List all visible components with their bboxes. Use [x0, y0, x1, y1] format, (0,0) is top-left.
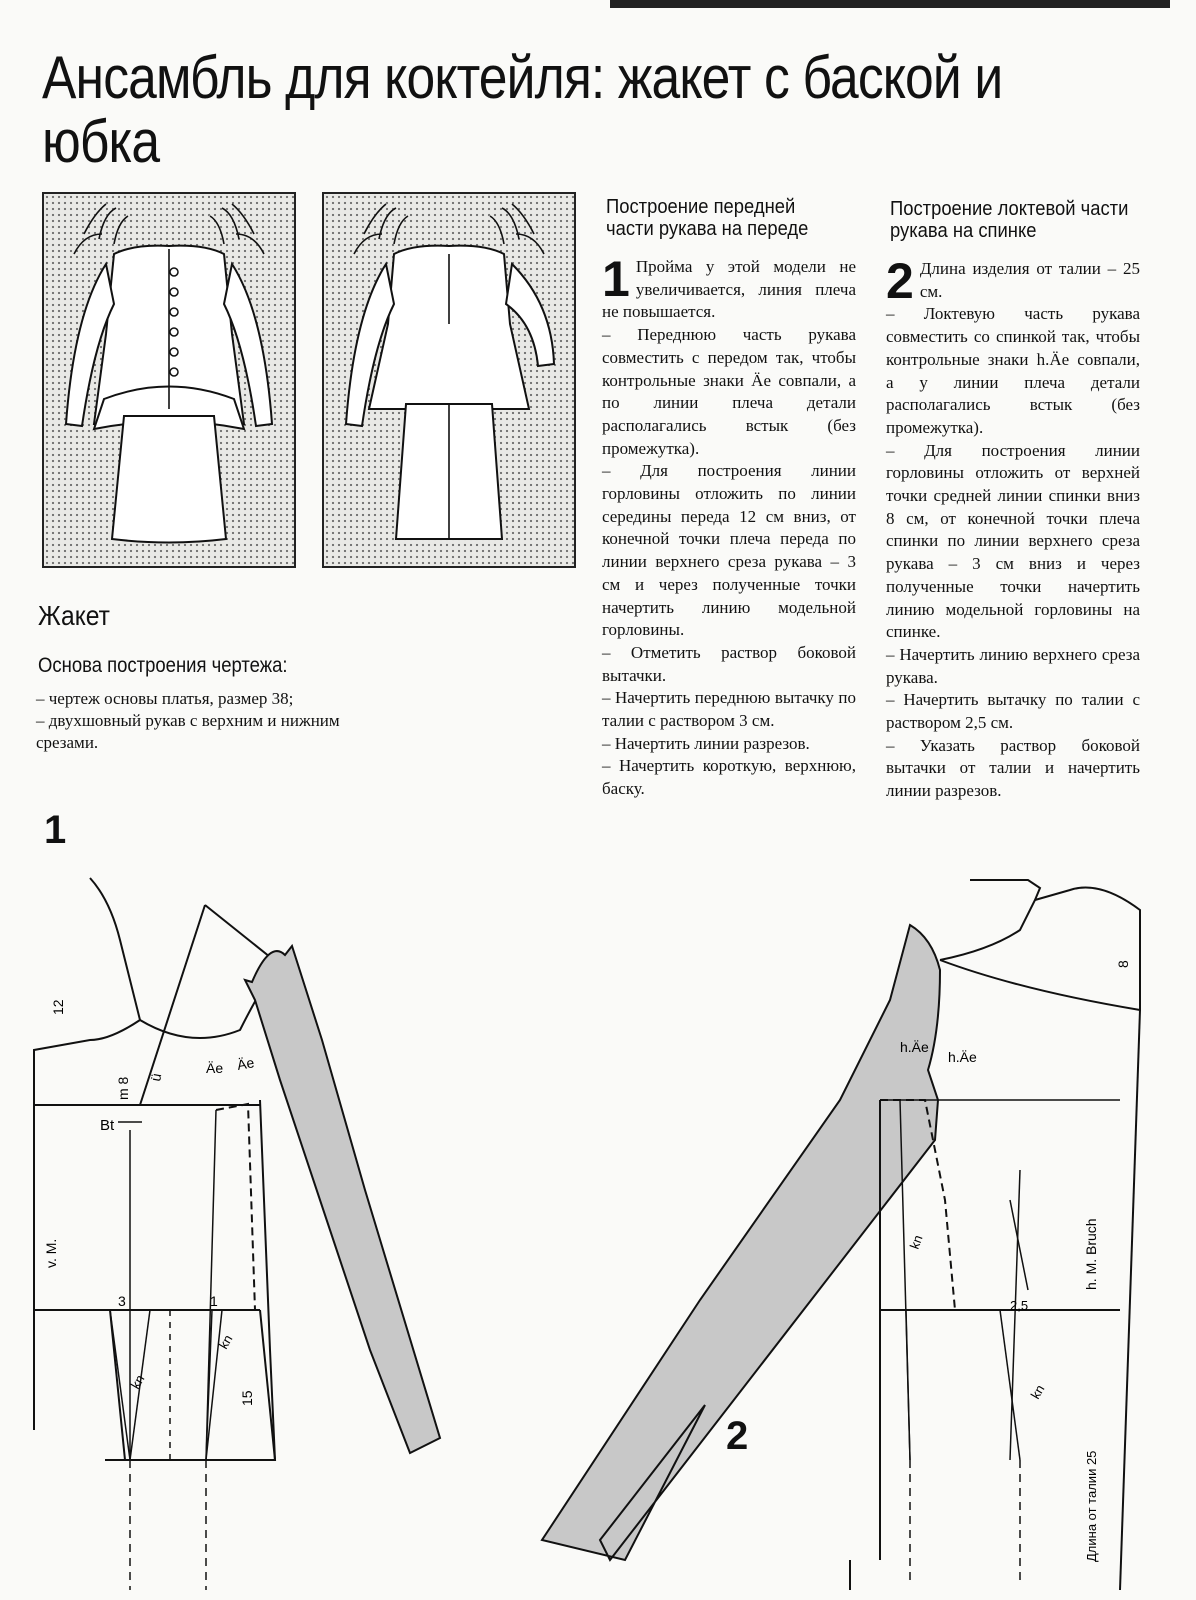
pattern-diagram-1 [30, 870, 500, 1590]
col2-step-number: 2 [886, 253, 914, 309]
front-view-sketch [42, 192, 296, 568]
dim-8: 8 [1115, 960, 1131, 968]
section-heading-jacket: Жакет [38, 600, 110, 631]
figure-1-number: 1 [44, 808, 67, 852]
label-kn-3: kn [906, 1232, 926, 1252]
col1-item: – Для построения линии горловины отложить по линии середины переда 12 см вниз, от конечной точки плеча переда по линии верхнего среза рукава – 3 см и через полученные точки начертить линию модельной горловины. [602, 461, 856, 640]
dim-1: 1 [210, 1293, 218, 1309]
dim-12: 12 [50, 999, 66, 1015]
label-ae-1: Äe [206, 1060, 224, 1076]
col1-heading: Построение передней части рукава на переде [606, 196, 809, 240]
front-jacket-illustration [44, 194, 294, 566]
col1-item: – Отметить раствор боковой вытачки. [602, 642, 856, 685]
back-neckline [940, 880, 1040, 960]
dim-15: 15 [239, 1390, 255, 1406]
label-kn-4: kn [1027, 1382, 1048, 1402]
label-hae-1: h.Äe [900, 1039, 929, 1055]
col2-item: – Указать раствор боковой вытачки от талии и начертить линии разрезов. [886, 735, 1140, 801]
col2-heading: Построение локтевой части рукава на спинке [890, 198, 1129, 242]
page-title: Ансамбль для коктейля: жакет с баской и юбка [42, 44, 1003, 175]
col2-item: – Начертить линию верхнего среза рукава. [886, 644, 1140, 687]
label-u: ü [147, 1072, 165, 1083]
label-ae-2: Äe [235, 1054, 256, 1073]
col2-item: – Для построения линии горловины отложить от верхней точки средней линии спинки вниз 8 см, от конечной точки плеча спинки по линии верхнего среза рукава – 3 см вниз и через полученные точки начертить линию модельной горловины на спинке. [886, 440, 1140, 642]
col1-text [602, 251, 856, 801]
dim-3: 3 [118, 1293, 126, 1309]
figure-2-number: 2 [726, 1414, 749, 1458]
col2-text [886, 253, 1140, 803]
back-jacket-illustration [324, 194, 574, 566]
label-m8: m 8 [115, 1076, 131, 1100]
pattern-diagram-2 [540, 870, 1180, 1590]
sleeve-front-part [245, 946, 440, 1453]
basis-item: – двухшовный рукав с верхним и нижним срезами. [36, 711, 340, 752]
label-kn-1: kn [127, 1372, 148, 1392]
col1-lead: Пройма у этой модели не увеличивается, линия плеча не повышается. [602, 257, 856, 322]
col1-item: – Начертить линии разрезов. [602, 733, 810, 753]
col2-item: – Начертить вытачку по талии с раствором 2,5 см. [886, 690, 1140, 733]
col2-lead: Длина изделия от талии – 25 см. [919, 259, 1140, 301]
front-outline [34, 878, 140, 1430]
col2-item: – Локтевую часть рукава совместить со спинкой так, чтобы контрольные знаки h.Äe совпали, а у линии плеча детали располагались встык (без промежутка). [886, 304, 1140, 437]
label-length-from-waist: Длина от талии 25 [1084, 1450, 1099, 1562]
label-v-m: v. M. [43, 1238, 59, 1268]
label-hae-2: h.Äe [948, 1049, 977, 1065]
basis-heading: Основа построения чертежа: [38, 654, 288, 677]
back-view-sketch [322, 192, 576, 568]
col1-step-number: 1 [602, 251, 630, 307]
label-hm-bruch: h. M. Bruch [1083, 1218, 1099, 1290]
label-bt: Bt [100, 1117, 115, 1134]
basis-item: – чертеж основы платья, размер 38; [36, 689, 294, 708]
col1-item: – Начертить короткую, верхнюю, баску. [602, 756, 856, 799]
col1-item: – Переднюю часть рукава совместить с передом так, чтобы контрольные знаки Äe совпали, а по линии плеча детали располагались встык (без промежутка). [602, 325, 856, 458]
label-kn-2: kn [215, 1332, 236, 1352]
col1-item: – Начертить переднюю вытачку по талии с раствором 3 см. [602, 688, 856, 731]
dim-2-5: 2,5 [1010, 1298, 1029, 1313]
top-rule [610, 0, 1170, 8]
basis-list [36, 688, 396, 754]
